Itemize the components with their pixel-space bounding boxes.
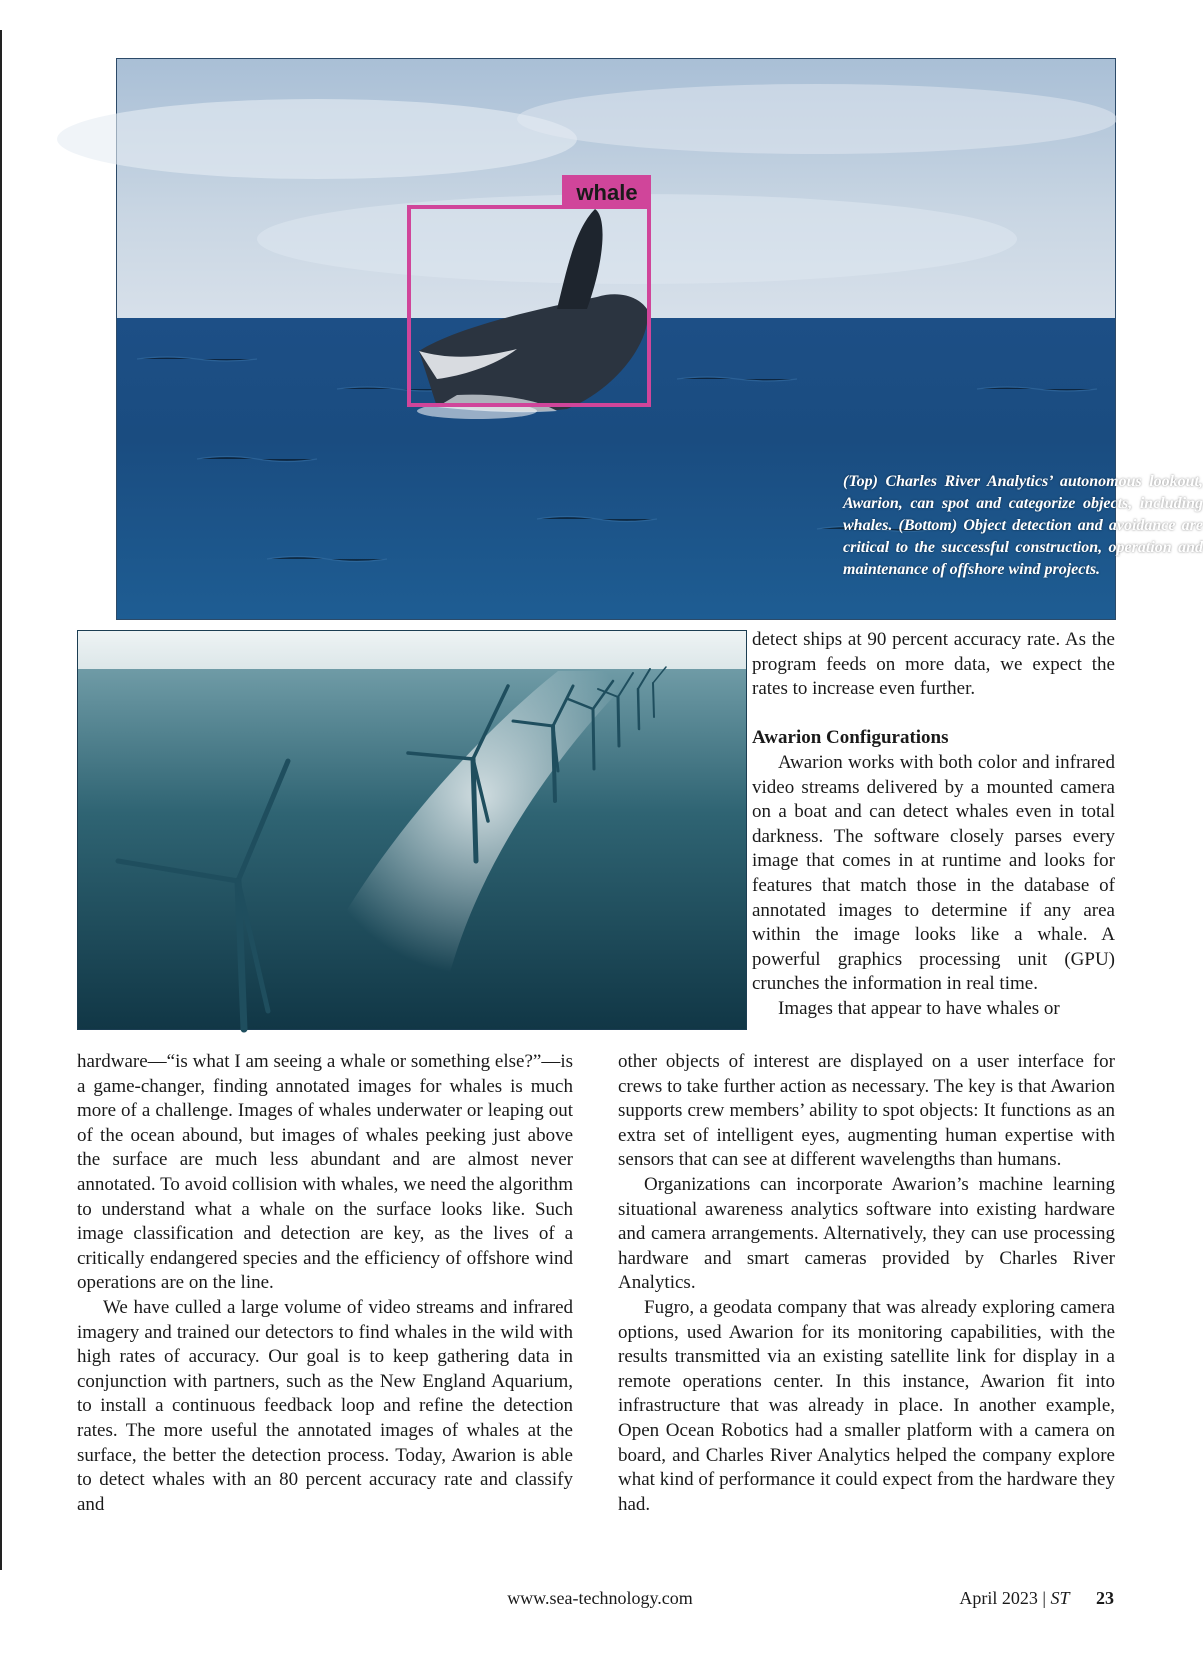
wind-farm-illustration [78, 631, 746, 1029]
paragraph-spacer [752, 702, 1115, 727]
photo-caption: (Top) Charles River Analytics’ autonomous lookout, Awarion, can spot and categorize objects, including whales. (Bottom) Object detection and avoidance are critical to the successful construction, operation and maintenance of offshore wind projects. [843, 473, 1203, 578]
paragraph: Fugro, a geodata company that was already exploring camera options, used Awarion for its monitoring capabilities, with the results transmitted via an existing satellite link for display in a remote operations center. In this instance, Awarion fit into infrastructure that was already in place. In another example, Open Ocean Robotics had a smaller platform with a camera on board, and Charles River Analytics helped the company explore what kind of performance it could expect from the hardware they had. [618, 1296, 1115, 1515]
paragraph: Organizations can incorporate Awarion’s machine learning situational awareness analytics software into existing hardware and camera arrangements. Alternatively, they can use processing hardware and smart cameras provided by Charles River Analytics. [618, 1173, 1115, 1294]
page-number: 23 [1096, 1588, 1114, 1608]
paragraph: Images that appear to have whales or [778, 997, 1060, 1019]
footer-url: www.sea-technology.com [507, 1588, 693, 1608]
right-column-upper [752, 628, 1115, 1022]
paragraph: detect ships at 90 percent accuracy rate. As the program feeds on more data, we expect the rates to increase even further. [752, 629, 1115, 700]
page-edge-rule [0, 30, 2, 1570]
left-column [77, 1050, 573, 1517]
paragraph: hardware—“is what I am seeing a whale or something else?”—is a game-changer, finding annotated images for whales is much more of a challenge. Images of whales underwater or leaping out of the ocean abound, but images of whales peeking just above the surface are much less abundant and are almost never annotated. To avoid collision with whales, we need the algorithm to understand what a whale on the surface looks like. Such image classification and detection are key, as the lives of a critically endangered species and the efficiency of offshore wind operations are on the line. [77, 1051, 573, 1294]
paragraph: Awarion works with both color and infrared video streams delivered by a mounted camera on a boat and can detect whales even in total darkness. The software closely parses every image that comes in at runtime and looks for features that match those in the database of annotated images to determine if any area within the image looks like a whale. A powerful graphics processing unit (GPU) crunches the information in real time. [752, 751, 1115, 995]
section-heading: Awarion Configurations [752, 727, 949, 749]
footer-issue [959, 1588, 1114, 1609]
footer-magazine: ST [1050, 1588, 1070, 1608]
wind-farm-photo [77, 630, 747, 1030]
paragraph: We have culled a large volume of video streams and infrared imagery and trained our detectors to find whales in the wild with high rates of accuracy. Our goal is to keep gathering data in conjunction with partners, such as the New England Aquarium, to install a continuous feedback loop and refine the detection rates. The more useful the annotated images of whales at the surface, the better the detection process. Today, Awarion is able to detect whales with an 80 percent accuracy rate and classify and [77, 1296, 573, 1515]
whale-detection-photo [116, 58, 1203, 620]
footer-date: April 2023 | [959, 1588, 1046, 1608]
paragraph: other objects of interest are displayed on a user interface for crews to take further action as necessary. The key is that Awarion supports crew members’ ability to spot objects: It functions as an extra set of intelligent eyes, augmenting human expertise with sensors that can see at different wavelengths than humans. [618, 1051, 1115, 1171]
right-column-lower [618, 1050, 1115, 1517]
detection-label: whale [576, 180, 638, 205]
